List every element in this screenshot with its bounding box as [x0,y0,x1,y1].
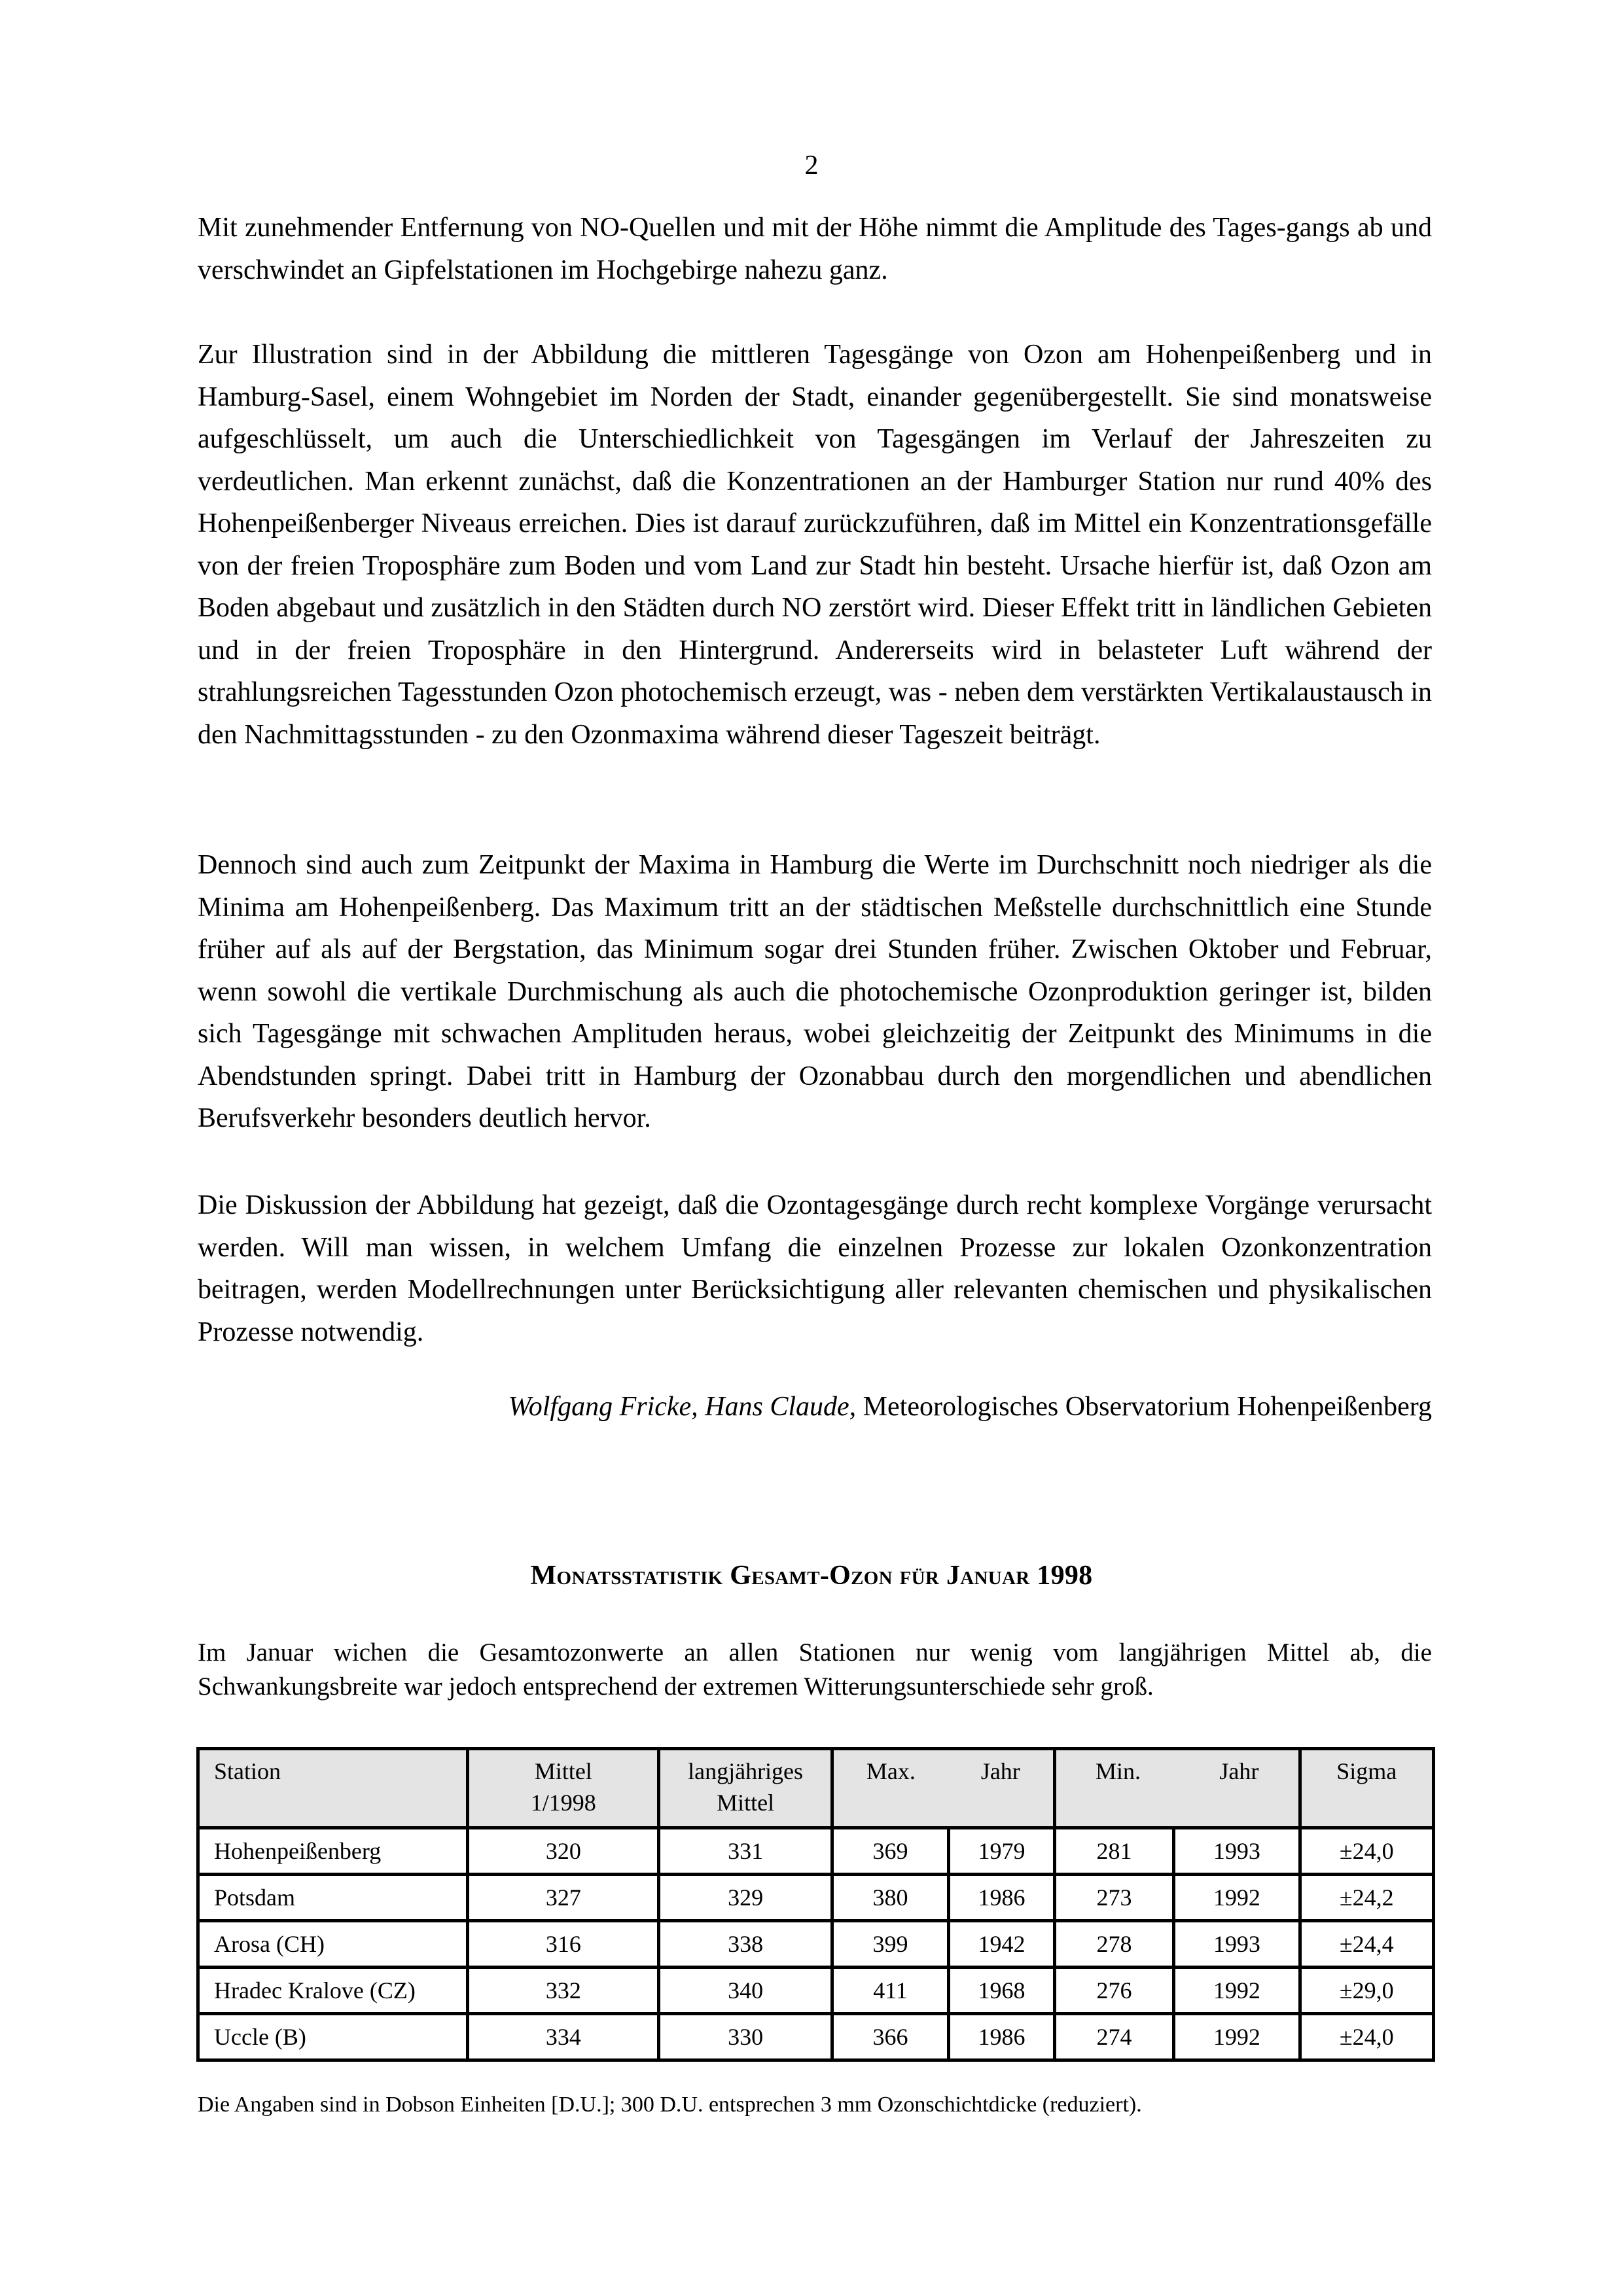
cell-max-jahr: 1986 [949,1875,1055,1921]
cell-min: 278 [1054,1921,1173,1968]
cell-max: 411 [832,1968,948,2014]
cell-station: Hohenpeißenberg [198,1828,468,1875]
cell-sigma: ±24,4 [1300,1921,1434,1968]
table-header-row [198,1749,1434,1828]
cell-min-jahr: 1992 [1174,1875,1300,1921]
cell-min: 276 [1054,1968,1173,2014]
page-number: 2 [804,150,819,181]
table-row [198,1968,1434,2014]
cell-langjaehrig: 331 [659,1828,832,1875]
header-sigma: Sigma [1300,1749,1434,1828]
cell-max-jahr: 1979 [949,1828,1055,1875]
cell-sigma: ±29,0 [1300,1968,1434,2014]
cell-min: 273 [1054,1875,1173,1921]
cell-max: 369 [832,1828,948,1875]
header-station: Station [198,1749,468,1828]
cell-station: Uccle (B) [198,2014,468,2060]
header-langjaehriges-mittel: langjähriges Mittel [659,1749,832,1828]
cell-langjaehrig: 338 [659,1921,832,1968]
cell-max: 380 [832,1875,948,1921]
cell-langjaehrig: 329 [659,1875,832,1921]
statistics-intro: Im Januar wichen die Gesamtozonwerte an allen Stationen nur wenig vom langjährigen Mittel ab, die Schwankungsbreite war jedoch entsprechend der extremen Witterungsunterschiede sehr groß. [198,1638,1432,1701]
cell-station: Hradec Kralove (CZ) [198,1968,468,2014]
cell-mittel: 332 [468,1968,659,2014]
signature-authors: Wolfgang Fricke, Hans Claude, [508,1392,857,1422]
statistics-title: Monatsstatistik Gesamt-Ozon für Januar 1998 [530,1561,1093,1591]
cell-station: Arosa (CH) [198,1921,468,1968]
cell-min: 274 [1054,2014,1173,2060]
cell-mittel: 327 [468,1875,659,1921]
cell-max-jahr: 1942 [949,1921,1055,1968]
cell-mittel: 334 [468,2014,659,2060]
cell-max: 366 [832,2014,948,2060]
paragraph-3: Dennoch sind auch zum Zeitpunkt der Maxima in Hamburg die Werte im Durchschnitt noch niedriger als die Minima am Hohenpeißenberg. Das Maximum tritt an der städtischen Meßstelle durchschnittlich eine Stunde früher auf als auf der Bergstation, das Minimum sogar drei Stunden früher. Zwischen Oktober und Februar, wenn sowohl die vertikale Durchmischung als auch die photochemische Ozonproduktion geringer ist, bilden sich Tagesgänge mit schwachen Amplituden heraus, wobei gleichzeitig der Zeitpunkt des Minimums in die Abendstunden springt. Dabei tritt in Hamburg der Ozonabbau durch den morgendlichen und abendlichen Berufsverkehr besonders deutlich hervor. [198,850,1432,1133]
cell-langjaehrig: 330 [659,2014,832,2060]
signature-institution: Meteorologisches Observatorium Hohenpeißenberg [863,1392,1432,1422]
paragraph-4: Die Diskussion der Abbildung hat gezeigt, daß die Ozontagesgänge durch recht komplexe Vorgänge verursacht werden. Will man wissen, in welchem Umfang die einzelnen Prozesse zur lokalen Ozonkonzentration beitragen, werden Modellrechnungen unter Berücksichtigung aller relevanten chemischen und physikalischen Prozesse notwendig. [198,1190,1432,1347]
paragraph-1: Mit zunehmender Entfernung von NO-Quellen und mit der Höhe nimmt die Amplitude des Tages-gangs ab und verschwindet an Gipfelstationen im Hochgebirge nahezu ganz. [198,213,1432,285]
header-max: Max. Jahr [832,1749,1054,1828]
table-row [198,1921,1434,1968]
cell-mittel: 320 [468,1828,659,1875]
cell-sigma: ±24,2 [1300,1875,1434,1921]
table-row [198,1828,1434,1875]
header-min: Min. Jahr [1054,1749,1300,1828]
cell-langjaehrig: 340 [659,1968,832,2014]
cell-min-jahr: 1993 [1174,1828,1300,1875]
cell-station: Potsdam [198,1875,468,1921]
cell-max-jahr: 1968 [949,1968,1055,2014]
cell-sigma: ±24,0 [1300,1828,1434,1875]
cell-min: 281 [1054,1828,1173,1875]
cell-sigma: ±24,0 [1300,2014,1434,2060]
ozone-statistics-table [196,1747,1435,2062]
table-row [198,2014,1434,2060]
author-signature [198,1386,1432,1428]
paragraph-2: Zur Illustration sind in der Abbildung die mittleren Tagesgänge von Ozon am Hohenpeißenberg und in Hamburg-Sasel, einem Wohngebiet im Norden der Stadt, einander gegenübergestellt. Sie sind monatsweise aufgeschlüsselt, um auch die Unterschiedlichkeit von Tagesgängen im Verlauf der Jahreszeiten zu verdeutlichen. Man erkennt zunächst, daß die Konzentrationen an der Hamburger Station nur rund 40% des Hohenpeißenberger Niveaus erreichen. Dies ist darauf zurückzuführen, daß im Mittel ein Konzentrationsgefälle von der freien Troposphäre zum Boden und vom Land zur Stadt hin besteht. Ursache hierfür ist, daß Ozon am Boden abgebaut und zusätzlich in den Städten durch NO zerstört wird. Dieser Effekt tritt in ländlichen Gebieten und in der freien Troposphäre in den Hintergrund. Andererseits wird in belasteter Luft während der strahlungsreichen Tagesstunden Ozon photochemisch erzeugt, was - neben dem verstärkten Vertikalaustausch in den Nachmittagsstunden - zu den Ozonmaxima während dieser Tageszeit beiträgt. [198,340,1432,750]
cell-min-jahr: 1992 [1174,1968,1300,2014]
table-footnote: Die Angaben sind in Dobson Einheiten [D.U.]; 300 D.U. entsprechen 3 mm Ozonschichtdicke (reduziert). [198,2093,1142,2117]
cell-max: 399 [832,1921,948,1968]
cell-max-jahr: 1986 [949,2014,1055,2060]
cell-min-jahr: 1992 [1174,2014,1300,2060]
table-row [198,1875,1434,1921]
cell-min-jahr: 1993 [1174,1921,1300,1968]
cell-mittel: 316 [468,1921,659,1968]
header-mittel: Mittel 1/1998 [468,1749,659,1828]
